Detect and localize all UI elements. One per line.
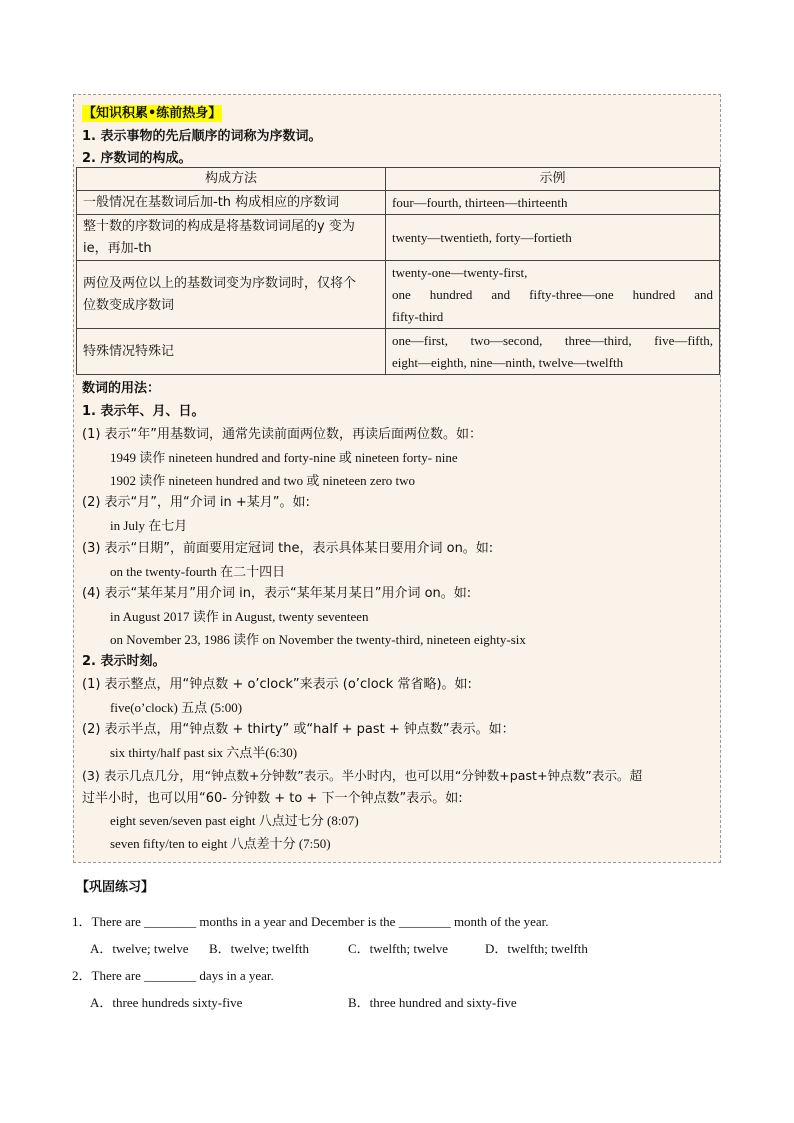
usage-2-1-example: five(o’clock) 五点 (5:00): [110, 700, 243, 715]
table-cell-method: 一般情况在基数词后加-th 构成相应的序数词: [77, 191, 386, 215]
usage-2-3-example-a: eight seven/seven past eight 八点过七分 (8:07): [110, 813, 359, 828]
usage-1-4-example-b: on November 23, 1986 读作 on November the twenty-third, nineteen eighty-six: [110, 632, 526, 647]
usage-2-heading: 2. 表示时刻。: [82, 654, 166, 669]
usage-2-2: (2) 表示半点，用“钟点数 + thirty” 或“half + past + 钟点数”表示。如：: [82, 722, 515, 737]
q2-option-a[interactable]: A．three hundreds sixty-five: [90, 995, 243, 1010]
table-cell-example: one—first, two—second, three—third, five—fifth, eight—eighth, nine—ninth, twelve—twelfth: [386, 329, 720, 375]
usage-2-1: (1) 表示整点，用“钟点数 + o’clock”来表示 (o’clock 常省略)。如:: [82, 677, 472, 692]
table-cell-method: 整十数的序数词的构成是将基数词词尾的y 变为 ie，再加-th: [77, 215, 386, 261]
table-header-row: [77, 168, 720, 191]
usage-1-1: (1) 表示“年”用基数词，通常先读前面两位数，再读后面两位数。如：: [82, 427, 483, 442]
q1-option-d[interactable]: D．twelfth; twelfth: [485, 941, 588, 956]
ordinal-formation-table: [76, 167, 720, 375]
usage-1-1-example-b: 1902 读作 nineteen hundred and two 或 nineteen zero two: [110, 473, 416, 488]
table-row: [77, 215, 720, 261]
usage-title: 数词的用法：: [82, 381, 161, 396]
point-2: 2. 序数词的构成。: [82, 151, 192, 166]
usage-1-4-example-a: in August 2017 读作 in August, twenty seventeen: [110, 609, 369, 624]
usage-2-3-line1: (3) 表示几点几分，用“钟点数+分钟数”表示。半小时内，也可以用“分钟数+past+钟点数”表示。超: [82, 768, 643, 783]
usage-1-1-example-a: 1949 读作 nineteen hundred and forty-nine 或 nineteen forty- nine: [110, 450, 458, 465]
q1-option-a[interactable]: A．twelve; twelve: [90, 941, 189, 956]
section-header: 【知识积累•练前热身】: [83, 106, 222, 121]
usage-2-3-line2: 过半小时，也可以用“60- 分钟数 + to + 下一个钟点数”表示。如:: [82, 791, 463, 806]
table-row: [77, 261, 720, 329]
usage-1-2-example: in July 在七月: [110, 518, 188, 533]
table-cell-method: 两位及两位以上的基数词变为序数词时，仅将个 位数变成序数词: [77, 261, 386, 329]
question-2: 2．There are ________ days in a year.: [72, 968, 274, 983]
usage-1-4: (4) 表示“某年某月”用介词 in，表示“某年某月某日”用介词 on。如:: [82, 586, 472, 601]
q1-option-c[interactable]: C．twelfth; twelve: [348, 941, 449, 956]
practice-header: 【巩固练习】: [76, 880, 155, 895]
table-row: [77, 329, 720, 375]
usage-2-2-example: six thirty/half past six 六点半(6:30): [110, 745, 298, 760]
table-cell-method: 特殊情况特殊记: [77, 329, 386, 375]
table-cell-example: four—fourth, thirteen—thirteenth: [386, 191, 720, 215]
table-cell-example: twenty—twentieth, forty—fortieth: [386, 215, 720, 261]
usage-1-2: (2) 表示“月”，用“介词 in +某月”。如:: [82, 495, 310, 510]
table-header-example: 示例: [386, 168, 720, 191]
usage-2-3-example-b: seven fifty/ten to eight 八点差十分 (7:50): [110, 836, 331, 851]
table-cell-example: twenty-one—twenty-first, one hundred and fifty-three—one hundred and fifty-third: [386, 261, 720, 329]
table-row: [77, 191, 720, 215]
q1-option-b[interactable]: B．twelve; twelfth: [209, 941, 310, 956]
point-1: 1. 表示事物的先后顺序的词称为序数词。: [82, 129, 322, 144]
usage-1-heading: 1. 表示年、月、日。: [82, 404, 205, 419]
question-1: 1．There are ________ months in a year and December is the ________ month of the year.: [72, 914, 549, 929]
usage-1-3: (3) 表示“日期”，前面要用定冠词 the，表示具体某日要用介词 on。如:: [82, 541, 494, 556]
q2-option-b[interactable]: B．three hundred and sixty-five: [348, 995, 517, 1010]
usage-1-3-example: on the twenty-fourth 在二十四日: [110, 564, 286, 579]
table-header-method: 构成方法: [77, 168, 386, 191]
